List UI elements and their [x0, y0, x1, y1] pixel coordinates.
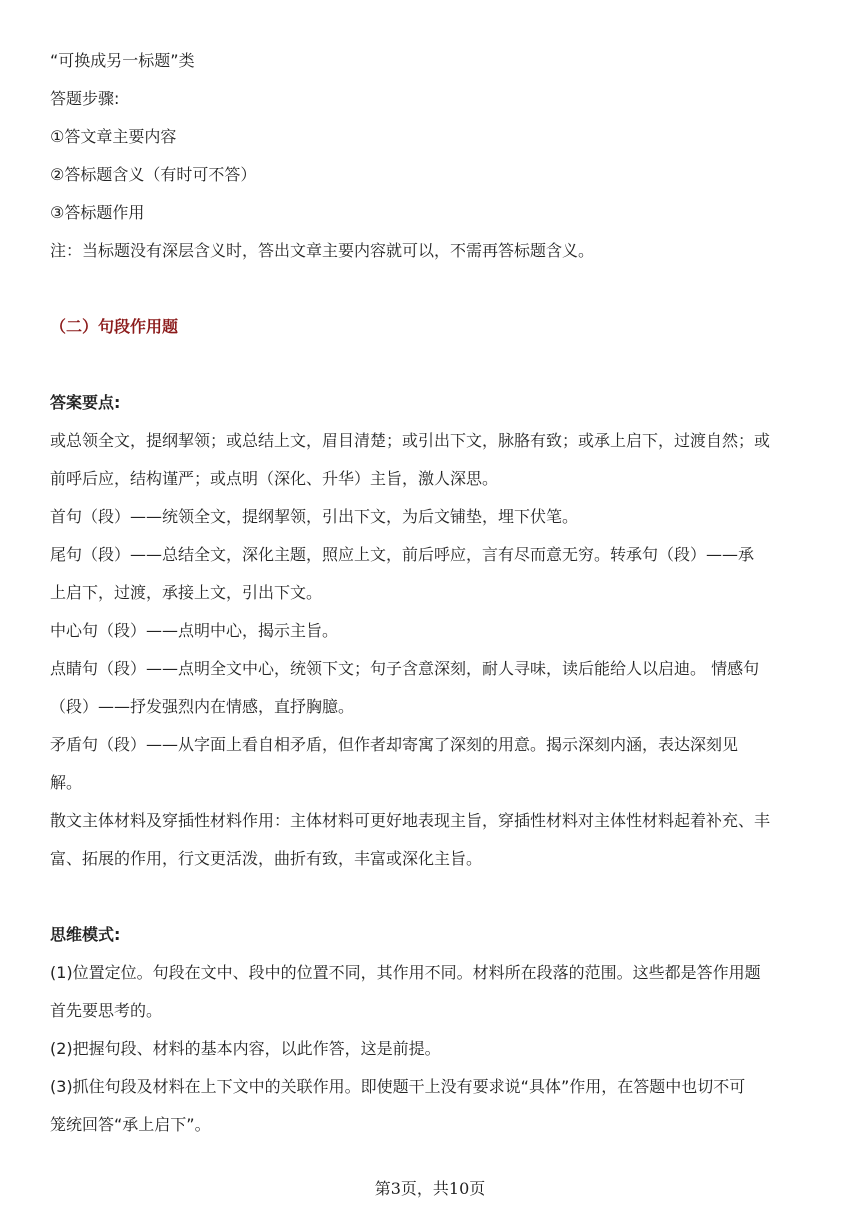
- paragraph-line: 上启下，过渡，承接上文，引出下文。: [50, 583, 323, 602]
- category-line: “可换成另一标题”类: [50, 51, 195, 70]
- paragraph-line: 尾句（段）——总结全文，深化主题，照应上文，前后呼应，言有尽而意无穷。转承句（段）——承: [50, 545, 755, 564]
- answer-points-label: 答案要点:: [50, 393, 121, 412]
- paragraph-line: 首先要思考的。: [50, 1001, 163, 1020]
- thinking-mode-label: 思维模式:: [50, 925, 121, 944]
- steps-label: 答题步骤:: [50, 89, 120, 108]
- paragraph-line: 首句（段）——统领全文，提纲挈领，引出下文，为后文铺垫，埋下伏笔。: [50, 507, 579, 526]
- section-heading: （二）句段作用题: [50, 317, 179, 336]
- paragraph-line: 解。: [50, 773, 83, 792]
- step-item: ②答标题含义（有时可不答）: [50, 165, 257, 184]
- step-item: ①答文章主要内容: [50, 127, 177, 146]
- paragraph-line: 前呼后应，结构谨严；或点明（深化、升华）主旨，激人深思。: [50, 469, 499, 488]
- paragraph-line: 富、拓展的作用，行文更活泼，曲折有致，丰富或深化主旨。: [50, 849, 483, 868]
- paragraph-line: (1)位置定位。句段在文中、段中的位置不同，其作用不同。材料所在段落的范围。这些都是答作用题: [50, 963, 761, 982]
- paragraph-line: 或总领全文，提纲挈领；或总结上文，眉目清楚；或引出下文，脉胳有致；或承上启下，过渡自然；或: [50, 431, 771, 450]
- note-line: 注：当标题没有深层含义时，答出文章主要内容就可以，不需再答标题含义。: [50, 241, 595, 260]
- paragraph-line: 点睛句（段）——点明全文中心，统领下文；句子含意深刻，耐人寻味，读后能给人以启迪。 情感句: [50, 659, 760, 678]
- paragraph-line: (2)把握句段、材料的基本内容，以此作答，这是前提。: [50, 1039, 441, 1058]
- paragraph-line: 中心句（段）——点明中心，揭示主旨。: [50, 621, 339, 640]
- paragraph-line: （段）——抒发强烈内在情感，直抒胸臆。: [50, 697, 355, 716]
- paragraph-line: 散文主体材料及穿插性材料作用：主体材料可更好地表现主旨，穿插性材料对主体性材料起着补充、丰: [50, 811, 771, 830]
- paragraph-line: (3)抓住句段及材料在上下文中的关联作用。即使题干上没有要求说“具体”作用，在答题中也切不可: [50, 1077, 746, 1096]
- step-item: ③答标题作用: [50, 203, 145, 222]
- paragraph-line: 矛盾句（段）——从字面上看自相矛盾，但作者却寄寓了深刻的用意。揭示深刻内涵，表达深刻见: [50, 735, 739, 754]
- paragraph-line: 笼统回答“承上启下”。: [50, 1115, 211, 1134]
- page-number-footer: 第3页，共10页: [374, 1179, 486, 1198]
